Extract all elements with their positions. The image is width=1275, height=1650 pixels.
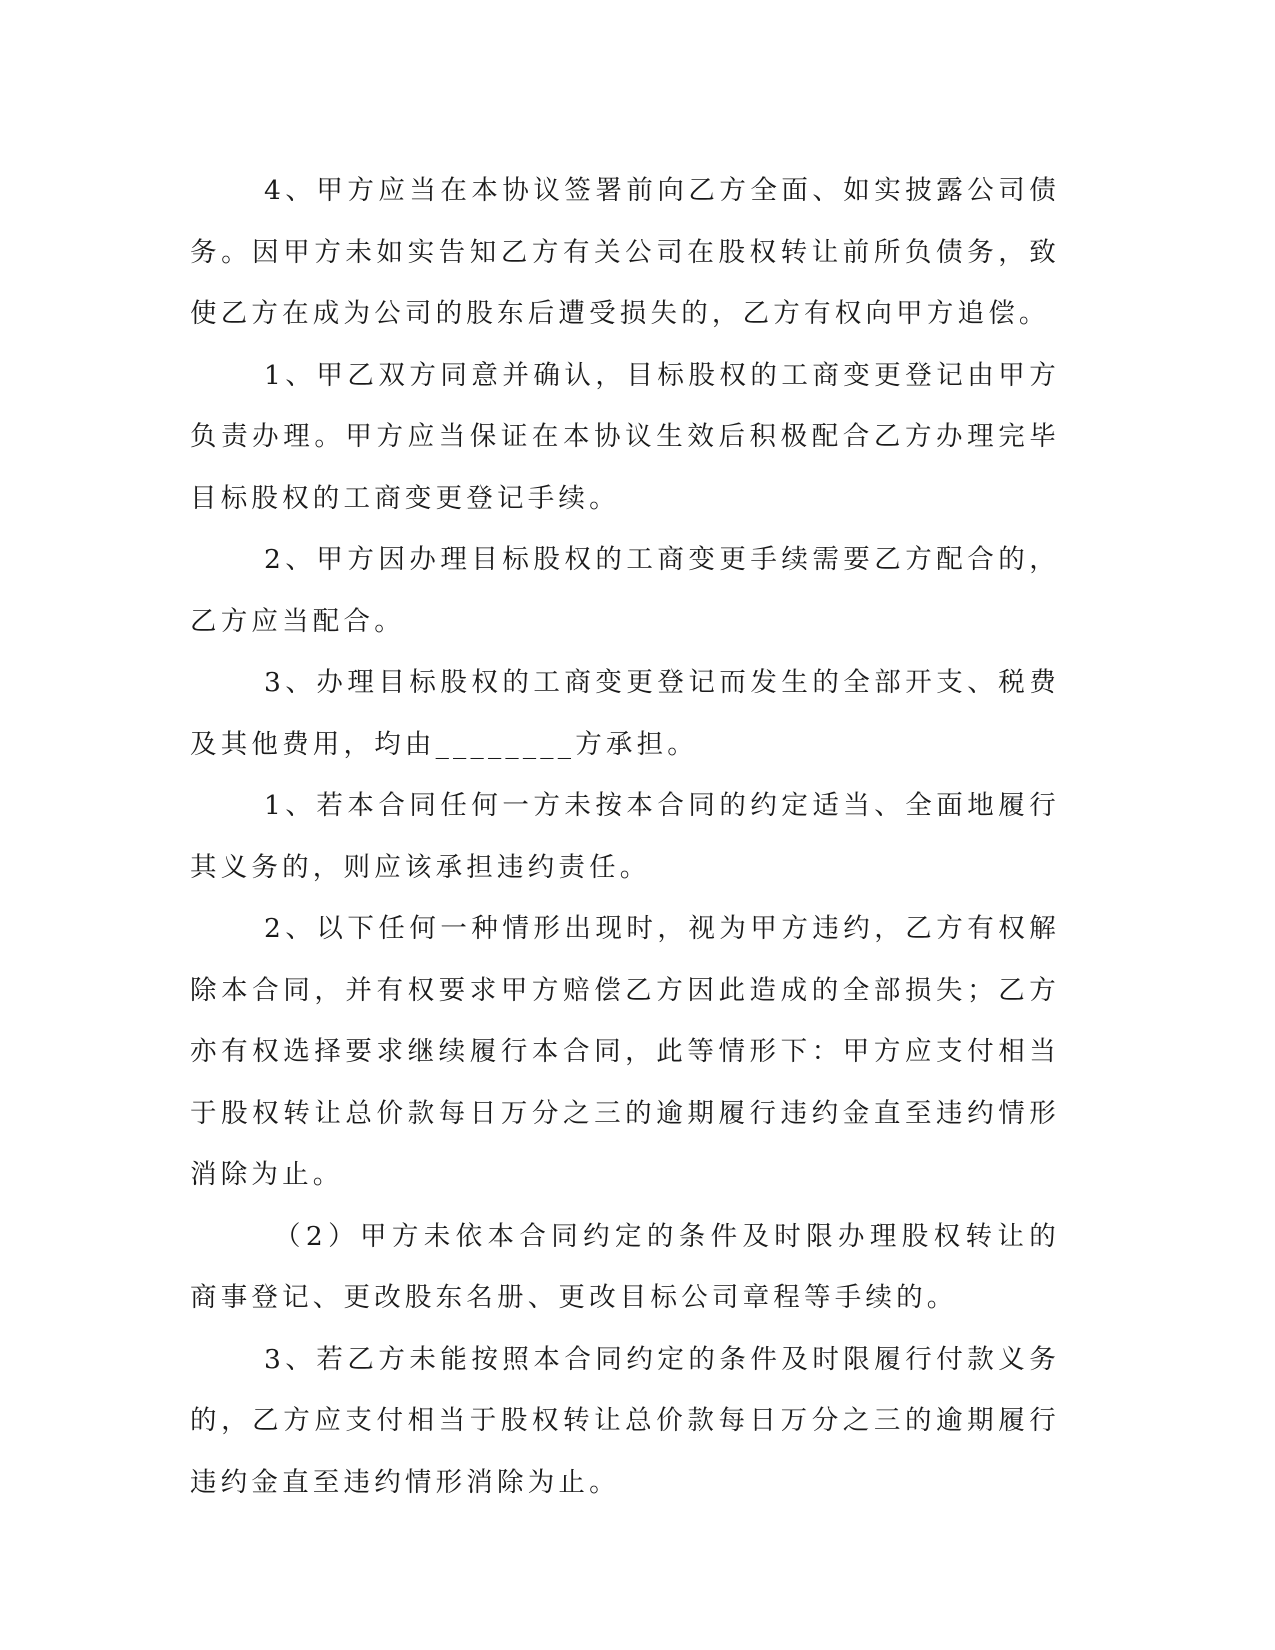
paragraph-party-a-breach: 2、以下任何一种情形出现时，视为甲方违约，乙方有权解除本合同，并有权要求甲方赔偿乙方因此造成的全部损失；乙方亦有权选择要求继续履行本合同，此等情形下：甲方应支付相当于股权转让总价款每日万分之三的逾期履行违约金直至违约情形消除为止。 — [190, 913, 1060, 1190]
paragraph-debt-disclosure: 4、甲方应当在本协议签署前向乙方全面、如实披露公司债务。因甲方未如实告知乙方有关公司在股权转让前所负债务，致使乙方在成为公司的股东后遭受损失的，乙方有权向甲方追偿。 — [190, 175, 1060, 329]
paragraph-registration-responsibility: 1、甲乙双方同意并确认，目标股权的工商变更登记由甲方负责办理。甲方应当保证在本协议生效后积极配合乙方办理完毕目标股权的工商变更登记手续。 — [190, 359, 1060, 514]
paragraph-registration-failure: （2）甲方未依本合同约定的条件及时限办理股权转让的商事登记、更改股东名册、更改目标公司章程等手续的。 — [190, 1220, 1060, 1313]
paragraph-cooperation: 2、甲方因办理目标股权的工商变更手续需要乙方配合的，乙方应当配合。 — [190, 544, 1060, 637]
paragraph-breach-liability: 1、若本合同任何一方未按本合同的约定适当、全面地履行其义务的，则应该承担违约责任。 — [190, 790, 1060, 883]
paragraph-party-b-breach: 3、若乙方未能按照本合同约定的条件及时限履行付款义务的，乙方应支付相当于股权转让总价款每日万分之三的逾期履行违约金直至违约情形消除为止。 — [190, 1343, 1060, 1498]
paragraph-fees: 3、办理目标股权的工商变更登记而发生的全部开支、税费及其他费用，均由________方承担。 — [190, 667, 1060, 760]
document-body — [190, 160, 1060, 1513]
